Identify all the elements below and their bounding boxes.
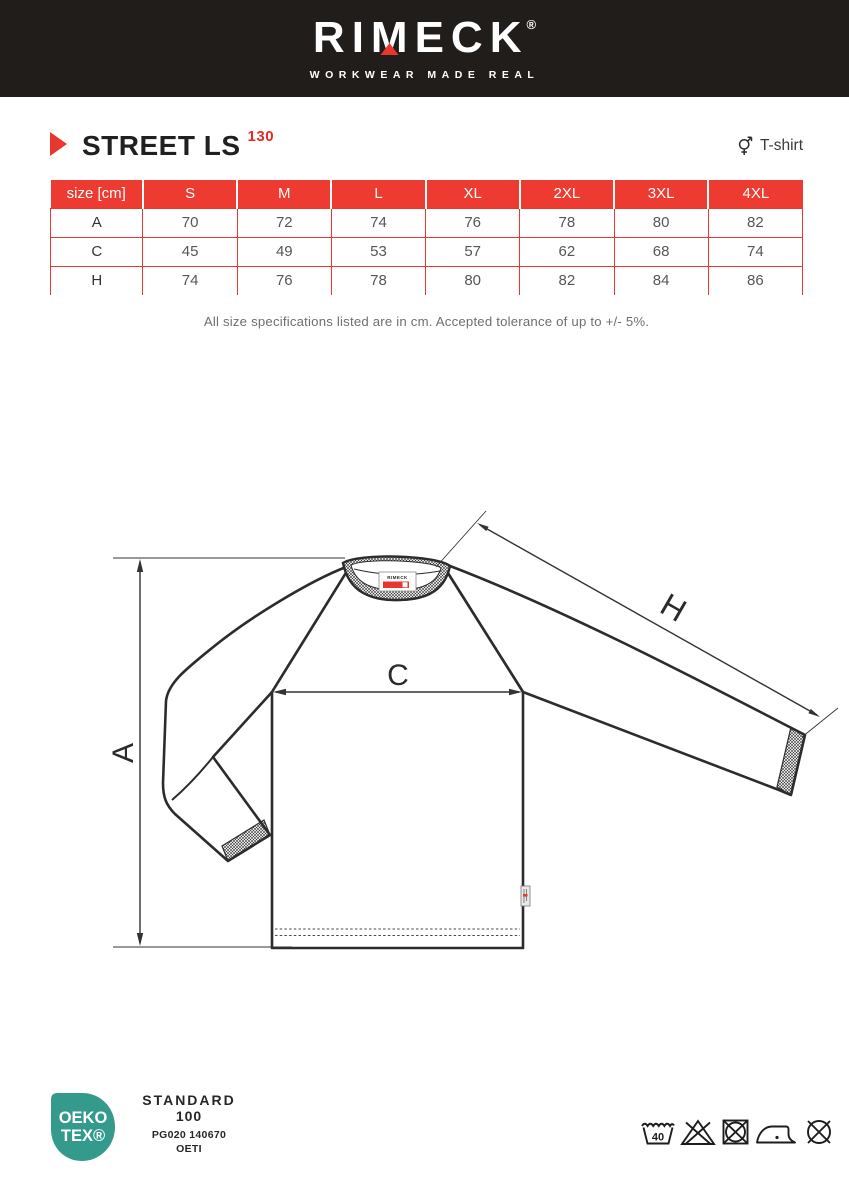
category-label: T-shirt [759, 136, 803, 154]
cell-h-4xl: 86 [708, 266, 802, 295]
table-row-a [51, 208, 803, 237]
cell-c-3xl: 68 [614, 237, 708, 266]
product-category [737, 135, 803, 156]
logo-red-triangle-icon [380, 43, 398, 55]
cell-a-l: 74 [331, 208, 425, 237]
cell-a-xl: 76 [426, 208, 520, 237]
red-arrow-bullet-icon [50, 132, 67, 156]
col-header-l: L [331, 180, 425, 208]
brand-tagline: WORKWEAR MADE REAL [309, 69, 540, 81]
side-seam-label [521, 886, 530, 906]
oeko-tex-certification [46, 1088, 248, 1164]
cell-h-xl: 80 [426, 266, 520, 295]
wash-40-icon [640, 1118, 676, 1146]
col-header-4xl: 4XL [708, 180, 802, 208]
logo-letter-m: M [370, 13, 415, 62]
cell-a-4xl: 82 [708, 208, 802, 237]
tolerance-note: All size specifications listed are in cm. Accepted tolerance of up to +/- 5%. [203, 314, 650, 329]
cell-c-xl: 57 [426, 237, 520, 266]
neck-label-brand: RIMECK [387, 575, 408, 580]
cell-a-m: 72 [237, 208, 331, 237]
care-symbols [640, 1118, 837, 1146]
brand-header [0, 0, 849, 97]
row-label-a: A [51, 208, 143, 237]
table-row-h [51, 266, 803, 295]
col-header-s: S [143, 180, 237, 208]
do-not-dry-clean-icon [801, 1118, 837, 1146]
neck-label [379, 572, 416, 591]
col-header-3xl: 3XL [614, 180, 708, 208]
unisex-gender-icon [737, 135, 753, 156]
cell-c-l: 53 [331, 237, 425, 266]
dimension-label-c: C [387, 659, 409, 692]
cell-h-l: 78 [331, 266, 425, 295]
cell-h-s: 74 [143, 266, 237, 295]
cell-c-m: 49 [237, 237, 331, 266]
iron-low-temperature-icon [755, 1118, 797, 1146]
row-label-h: H [51, 266, 143, 295]
rimeck-logo [312, 13, 537, 62]
certificate-code: PG020 140670 [151, 1129, 227, 1141]
oeko-tex-logo-icon [46, 1088, 118, 1164]
table-row-c [51, 237, 803, 266]
dimension-label-h: H [654, 586, 693, 629]
title-row [50, 128, 803, 168]
do-not-bleach-icon [680, 1118, 716, 1146]
cell-c-4xl: 74 [708, 237, 802, 266]
wash-temperature: 40 [651, 1131, 665, 1144]
logo-text-right: ECK [414, 13, 529, 62]
size-table-header-row [51, 180, 803, 208]
cell-a-3xl: 80 [614, 208, 708, 237]
row-label-c: C [51, 237, 143, 266]
cell-a-2xl: 78 [520, 208, 614, 237]
do-not-tumble-dry-icon [720, 1118, 751, 1146]
page-title: STREET LS $^{130}$ [82, 128, 275, 161]
oeko-text: OEKO [58, 1109, 108, 1127]
col-header-xl: XL [426, 180, 520, 208]
logo-text-left: RI [312, 13, 371, 62]
registered-mark: ® [526, 17, 537, 32]
cell-h-3xl: 84 [614, 266, 708, 295]
product-code: 130 [247, 128, 275, 145]
standard-number: 100 [175, 1108, 203, 1124]
certification-details [130, 1092, 248, 1155]
standard-label: STANDARD [142, 1092, 236, 1108]
col-header-m: M [237, 180, 331, 208]
cell-c-s: 45 [143, 237, 237, 266]
col-header-2xl: 2XL [520, 180, 614, 208]
size-table [50, 180, 803, 295]
cell-h-m: 76 [237, 266, 331, 295]
certificate-institute: OETI [176, 1143, 202, 1155]
cell-c-2xl: 62 [520, 237, 614, 266]
col-header-size-cm: size [cm] [51, 180, 143, 208]
dimension-label-a: A [107, 742, 140, 764]
cell-h-2xl: 82 [520, 266, 614, 295]
tex-text: TEX® [60, 1127, 106, 1145]
garment-measurement-diagram [0, 505, 849, 975]
cell-a-s: 70 [143, 208, 237, 237]
